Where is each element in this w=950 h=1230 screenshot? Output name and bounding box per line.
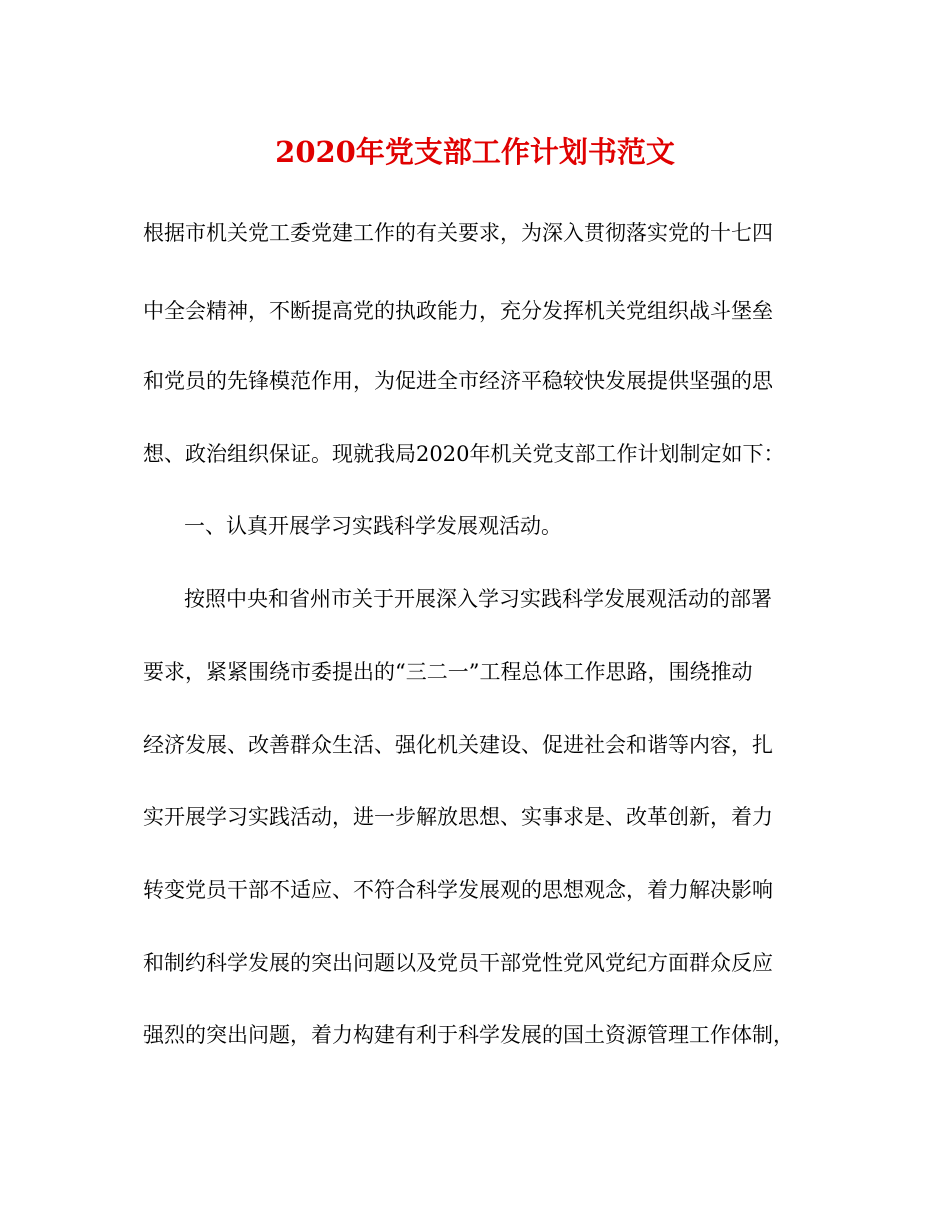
body-line: 要求，紧紧围绕市委提出的“三二一”工程总体工作思路，围绕推动	[143, 660, 753, 684]
body-line: 和党员的先锋模范作用，为促进全市经济平稳较快发展提供坚强的思	[143, 369, 773, 393]
body-line: 想、政治组织保证。现就我局2020年机关党支部工作计划制定如下：	[143, 442, 785, 466]
body-line: 强烈的突出问题，着力构建有利于科学发展的国土资源管理工作体制，	[143, 1023, 794, 1047]
body-line: 根据市机关党工委党建工作的有关要求，为深入贯彻落实党的十七四	[143, 221, 773, 245]
body-line: 经济发展、改善群众生活、强化机关建设、促进社会和谐等内容，扎	[143, 733, 773, 757]
body-line: 转变党员干部不适应、不符合科学发展观的思想观念，着力解决影响	[143, 878, 773, 902]
body-line: 实开展学习实践活动，进一步解放思想、实事求是、改革创新，着力	[143, 805, 773, 829]
section-heading: 一、认真开展学习实践科学发展观活动。	[184, 514, 562, 538]
body-line: 中全会精神，不断提高党的执政能力，充分发挥机关党组织战斗堡垒	[143, 299, 773, 323]
body-line: 按照中央和省州市关于开展深入学习实践科学发展观活动的部署	[184, 587, 772, 611]
body-line: 和制约科学发展的突出问题以及党员干部党性党风党纪方面群众反应	[143, 951, 773, 975]
document-title: 2020年党支部工作计划书范文	[275, 135, 675, 169]
